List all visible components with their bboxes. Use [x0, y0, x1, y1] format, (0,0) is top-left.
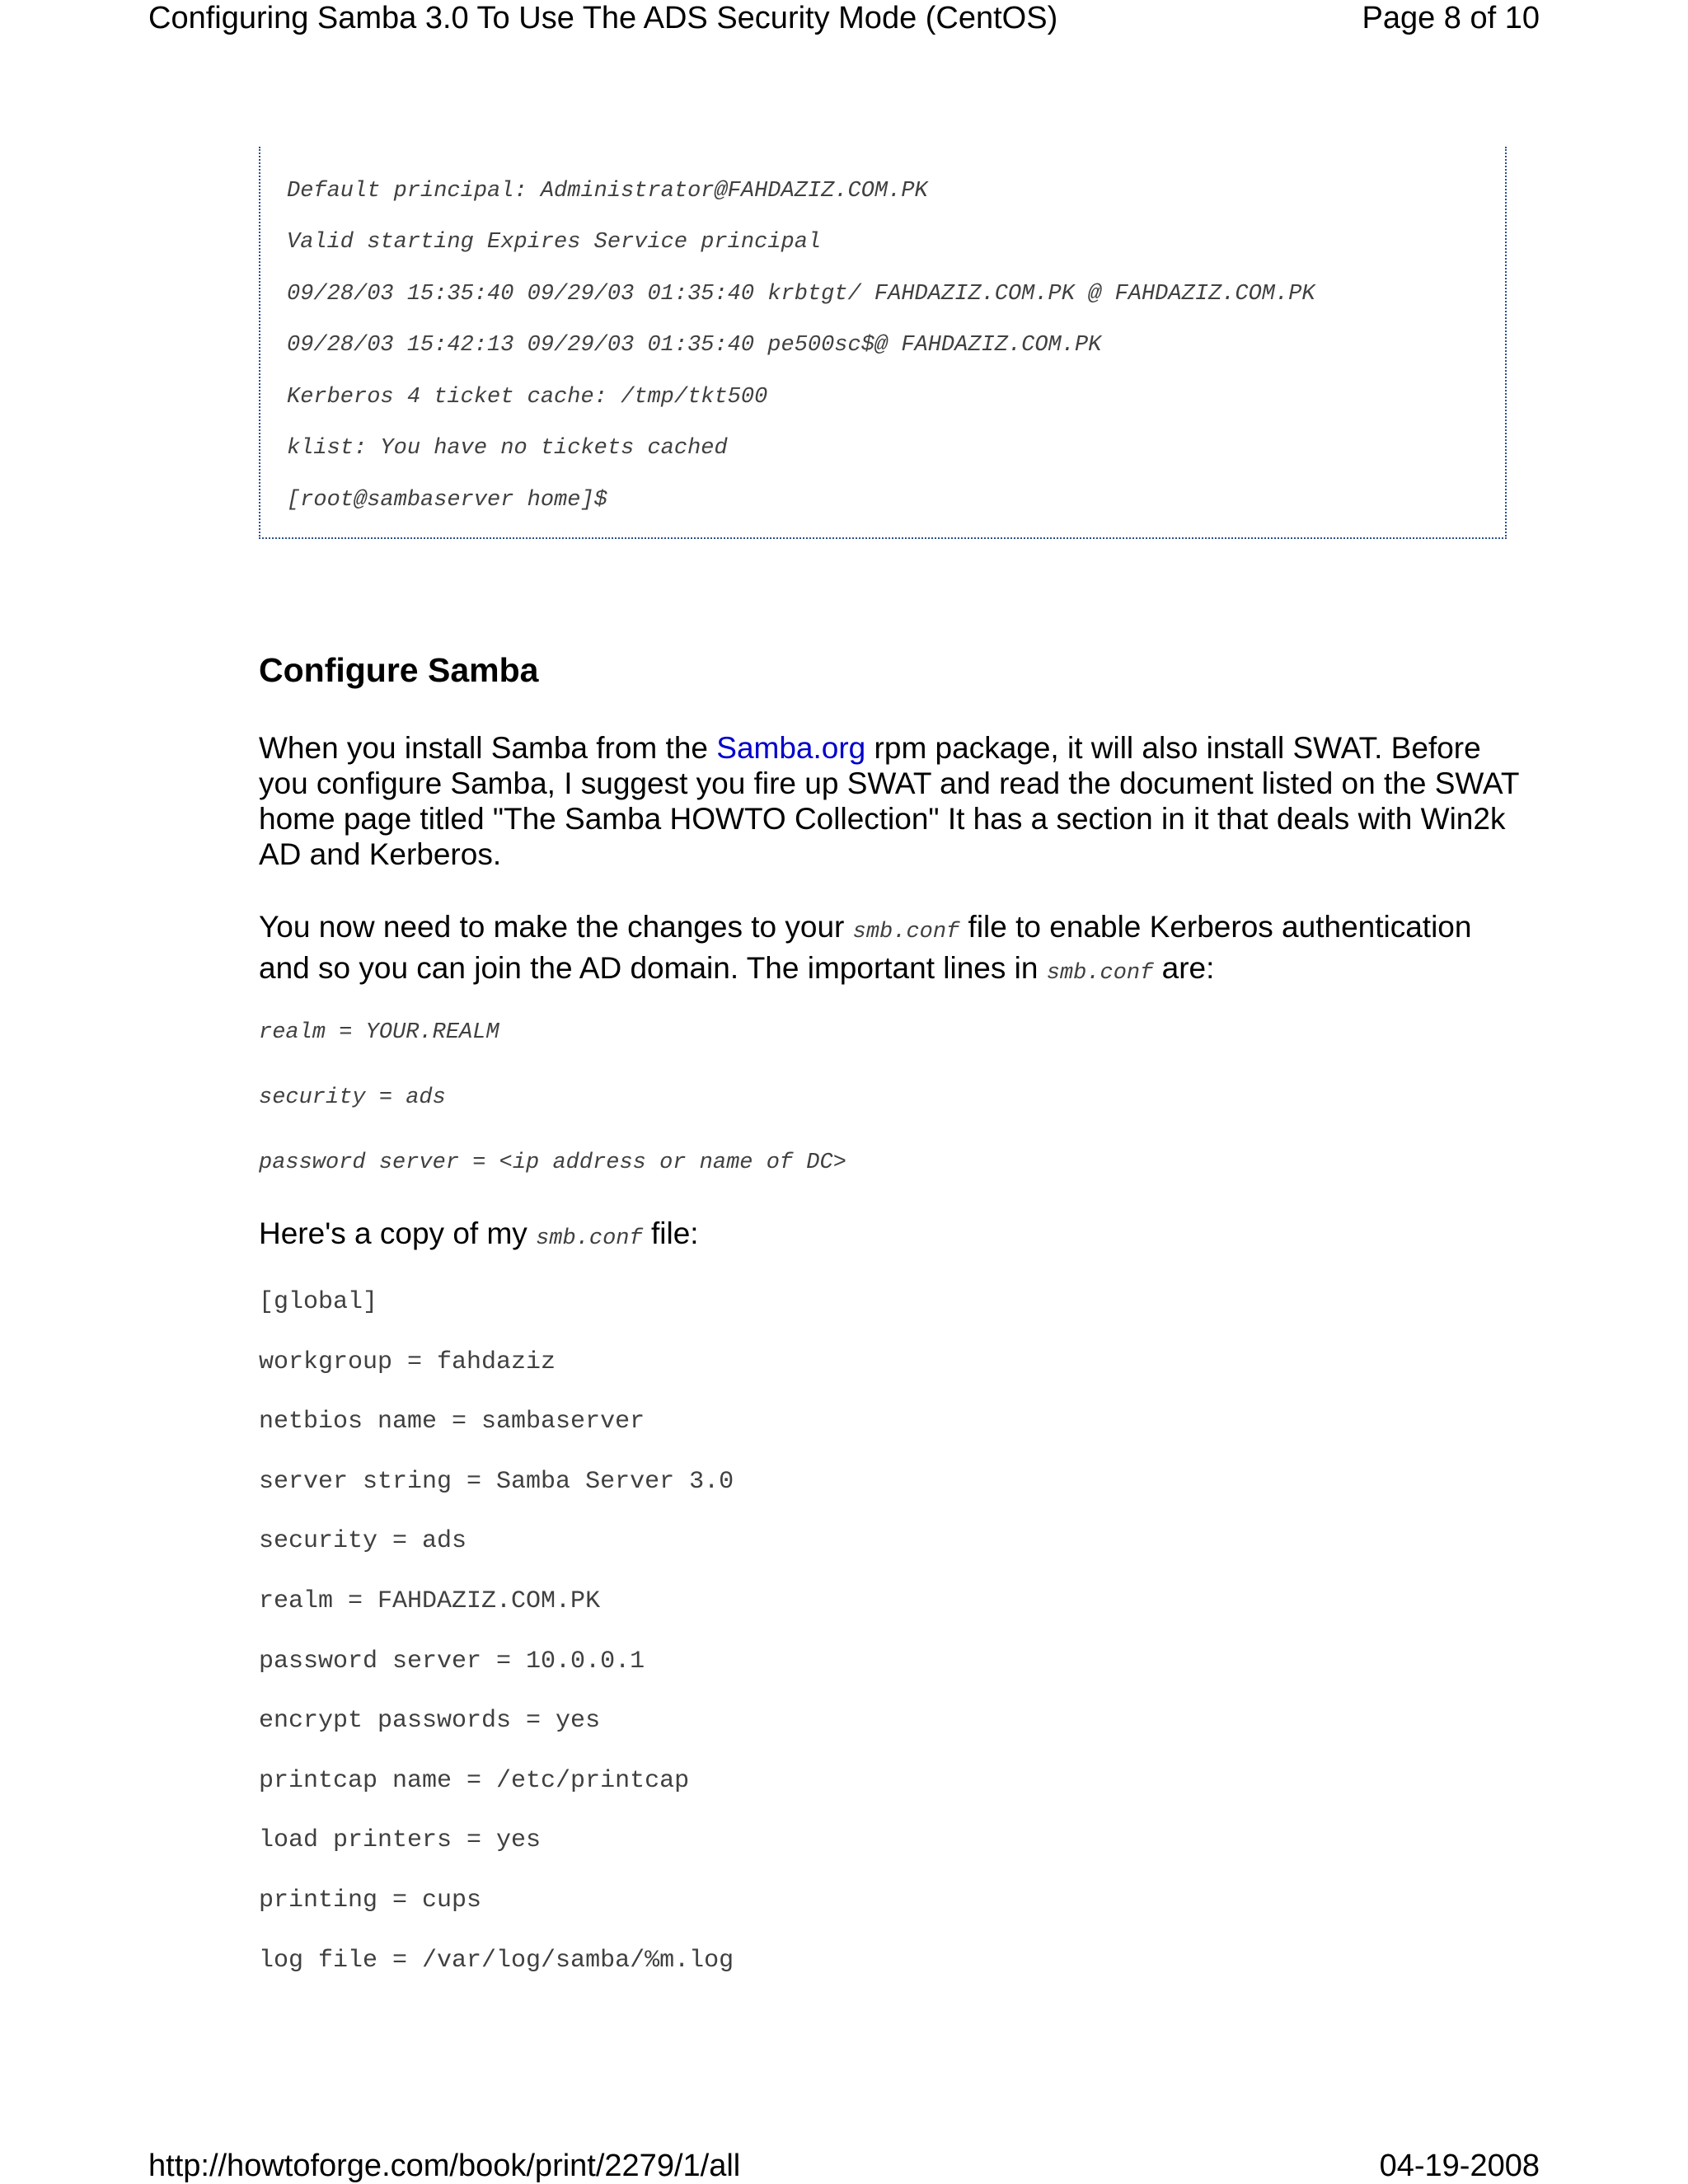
- page-footer-date: 04-19-2008: [1379, 2149, 1540, 2183]
- code-line: Valid starting Expires Service principal: [287, 230, 822, 255]
- config-line: log file = /var/log/samba/%m.log: [259, 1947, 734, 1975]
- code-line: [root@sambaserver home]$: [287, 488, 607, 513]
- config-copy-paragraph: [259, 1216, 1528, 1257]
- code-line: 09/28/03 15:42:13 09/29/03 01:35:40 pe500sc$@ FAHDAZIZ.COM.PK: [287, 333, 1102, 358]
- important-config-line: realm = YOUR.REALM: [259, 1020, 499, 1045]
- config-line: printcap name = /etc/printcap: [259, 1767, 690, 1795]
- para1-text-start: When you install Samba from the: [259, 731, 717, 765]
- intro-paragraph: [259, 730, 1528, 872]
- para3-text-b: file:: [642, 1216, 699, 1250]
- inline-code-smb-conf: smb.conf: [852, 920, 960, 944]
- code-line: klist: You have no tickets cached: [287, 436, 728, 461]
- config-line: netbios name = sambaserver: [259, 1408, 645, 1436]
- code-line: Kerberos 4 ticket cache: /tmp/tkt500: [287, 385, 768, 410]
- para2-text-a: You now need to make the changes to your: [259, 910, 853, 944]
- para2-text-b: file to enable Kerberos authentication and so you can join the AD domain. The important lines in: [259, 910, 1472, 985]
- page-header-title: Configuring Samba 3.0 To Use The ADS Security Mode (CentOS): [148, 1, 1058, 35]
- config-line: realm = FAHDAZIZ.COM.PK: [259, 1587, 601, 1615]
- config-line: password server = 10.0.0.1: [259, 1647, 645, 1675]
- para1-text-end: rpm package, it will also install SWAT. Before you configure Samba, I suggest you fire up SWAT and read the document listed on the SWAT home page titled "The Samba HOWTO Collection" It has a section in it that deals with Win2k AD and Kerberos.: [259, 731, 1519, 871]
- inline-code-smb-conf: smb.conf: [536, 1226, 643, 1251]
- important-config-line: security = ads: [259, 1085, 446, 1110]
- smb-conf-paragraph: [259, 909, 1528, 991]
- inline-code-smb-conf: smb.conf: [1046, 961, 1154, 986]
- important-config-line: password server = <ip address or name of DC>: [259, 1151, 846, 1175]
- config-line: security = ads: [259, 1527, 467, 1555]
- config-line: workgroup = fahdaziz: [259, 1348, 556, 1376]
- section-heading: Configure Samba: [259, 651, 539, 689]
- code-line: Default principal: Administrator@FAHDAZIZ.COM.PK: [287, 179, 928, 204]
- config-line: server string = Samba Server 3.0: [259, 1468, 734, 1496]
- page-number: Page 8 of 10: [1362, 1, 1540, 35]
- config-line: encrypt passwords = yes: [259, 1707, 601, 1735]
- para3-text-a: Here's a copy of my: [259, 1216, 537, 1250]
- terminal-output-box: [259, 147, 1507, 539]
- config-line: printing = cups: [259, 1886, 482, 1915]
- para2-text-c: are:: [1153, 951, 1215, 985]
- config-line: [global]: [259, 1288, 378, 1316]
- page-footer-url: http://howtoforge.com/book/print/2279/1/all: [148, 2149, 741, 2183]
- code-line: 09/28/03 15:35:40 09/29/03 01:35:40 krbtgt/ FAHDAZIZ.COM.PK @ FAHDAZIZ.COM.PK: [287, 282, 1315, 307]
- samba-org-link[interactable]: Samba.org: [716, 731, 866, 765]
- config-line: load printers = yes: [259, 1826, 542, 1854]
